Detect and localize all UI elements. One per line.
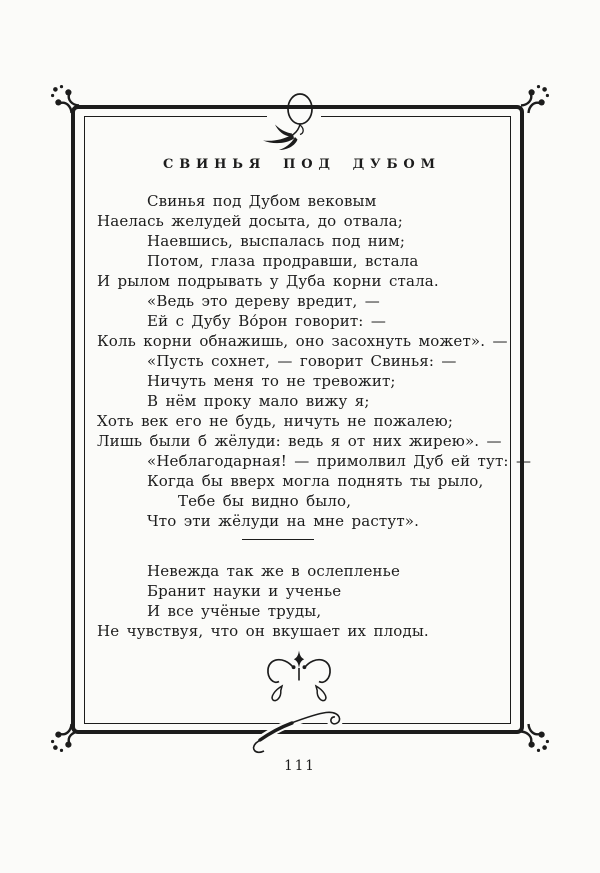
- poem-line: Ей с Дубу Во́рон говорит: —: [147, 312, 386, 330]
- poem-line: «Ведь это дереву вредит, —: [147, 292, 380, 310]
- moral-line: Бранит науки и ученье: [147, 582, 342, 600]
- corner-curl-icon: [50, 84, 80, 114]
- poem-line: Наелась желудей досыта, до отвала;: [97, 212, 403, 230]
- moral-line: И все учёные труды,: [147, 602, 322, 620]
- section-divider: [242, 539, 314, 540]
- poem-title: СВИНЬЯ ПОД ДУБОМ: [163, 157, 441, 172]
- poem-line: В нём проку мало вижу я;: [147, 392, 370, 410]
- poem-line: Ничуть меня то не тревожит;: [147, 372, 396, 390]
- corner-curl-icon: [520, 723, 550, 753]
- poem-line: Коль корни обнажишь, оно засохнуть может». —: [97, 332, 508, 350]
- poem-line: И рылом подрывать у Дуба корни стала.: [97, 272, 439, 290]
- poem-line: Наевшись, выспалась под ним;: [147, 232, 406, 250]
- poem-line: Потом, глаза продравши, встала: [147, 252, 419, 270]
- poem-line: «Пусть сохнет, — говорит Свинья: —: [147, 352, 457, 370]
- poem-line: Свинья под Дубом вековым: [147, 192, 377, 210]
- corner-curl-icon: [50, 723, 80, 753]
- poem-moral: [84, 561, 514, 641]
- poem-line: Тебе бы видно было,: [178, 492, 352, 510]
- poem-line: Хоть век его не будь, ничуть не пожалею;: [97, 412, 454, 430]
- poem-body: [84, 191, 532, 531]
- corner-curl-icon: [520, 84, 550, 114]
- calligraphic-swash-icon: [218, 708, 383, 754]
- poem-line: Что эти жёлуди на мне растут».: [147, 512, 420, 530]
- moral-line: Не чувствуя, что он вкушает их плоды.: [97, 622, 429, 640]
- page-number: 111: [284, 758, 316, 774]
- text-block: [84, 117, 532, 641]
- moral-line: Невежда так же в ослепленье: [147, 562, 400, 580]
- poem-line: «Неблагодарная! — примолвил Дуб ей тут: —: [147, 452, 532, 470]
- scroll-diamond-flourish-icon: [261, 649, 337, 707]
- poem-line: Лишь были б жёлуди: ведь я от них жирею». —: [97, 432, 502, 450]
- poem-line: Когда бы вверх могла поднять ты рыло,: [147, 472, 484, 490]
